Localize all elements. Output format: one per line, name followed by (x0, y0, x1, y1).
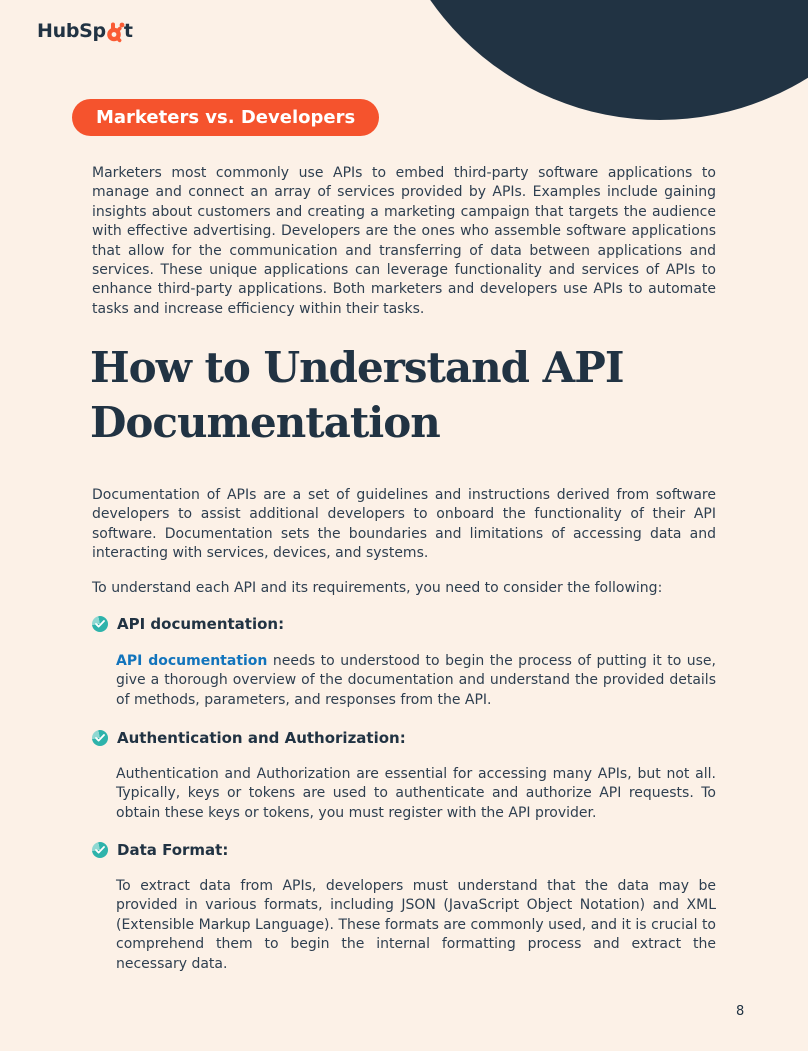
consider-line: To understand each API and its requirements, you need to consider the following: (92, 580, 663, 596)
bullet-item-authentication (92, 729, 716, 747)
check-circle-icon (92, 730, 108, 746)
bullet-title: Authentication and Authorization: (117, 729, 406, 747)
bullet-paragraph-text: needs to understood to begin the process of putting it to use, give a thorough overview of the documentation and understand the provided details of methods, parameters, and responses from the API. (116, 653, 716, 708)
section-badge: Marketers vs. Developers (72, 99, 379, 136)
bullet-item-data-format (92, 841, 716, 859)
bullet-title: API documentation: (117, 615, 285, 633)
bullet-paragraph: Authentication and Authorization are essential for accessing many APIs, but not all. Typically, keys or tokens are used to authenticate and authorize API requests. To obtain these keys or tokens, you must register with the API provider. (116, 766, 716, 821)
logo-text-prefix: HubSp (37, 20, 106, 42)
intro-paragraph: Marketers most commonly use APIs to embed third-party software applications to manage and connect an array of services provided by APIs. Examples include gaining insights about customers and creating a marketing campaign that targets the audience with effective advertising. Developers are the ones who assemble software applications that allow for the communication and transferring of data between applications and services. These unique applications can leverage functionality and services of APIs to enhance third-party applications. Both marketers and developers use APIs to automate tasks and increase efficiency within their tasks. (92, 165, 716, 317)
page-number: 8 (736, 1004, 745, 1019)
bullet-paragraph: To extract data from APIs, developers must understand that the data may be provided in various formats, including JSON (JavaScript Object Notation) and XML (Extensible Markup Language). These formats are commonly used, and it is crucial to comprehend them to begin the internal formatting process and extract the necessary data. (116, 878, 716, 972)
logo-text-suffix: t (123, 20, 133, 42)
bullet-paragraph (116, 652, 716, 710)
bullet-item-api-documentation (92, 615, 716, 633)
documentation-paragraph: Documentation of APIs are a set of guidelines and instructions derived from software developers to assist additional developers to onboard the functionality of their API software. Documentation sets the boundaries and limitations of accessing data and interacting with services, devices, and systems. (92, 487, 716, 562)
check-circle-icon (92, 842, 108, 858)
check-circle-icon (92, 616, 108, 632)
hubspot-logo (37, 19, 133, 43)
page-title: How to Understand API Documentation (90, 343, 624, 447)
bullet-title: Data Format: (117, 841, 229, 859)
decorative-navy-circle (380, 0, 808, 120)
hubspot-sprocket-icon (106, 19, 124, 43)
api-documentation-link[interactable]: API documentation (116, 653, 268, 669)
